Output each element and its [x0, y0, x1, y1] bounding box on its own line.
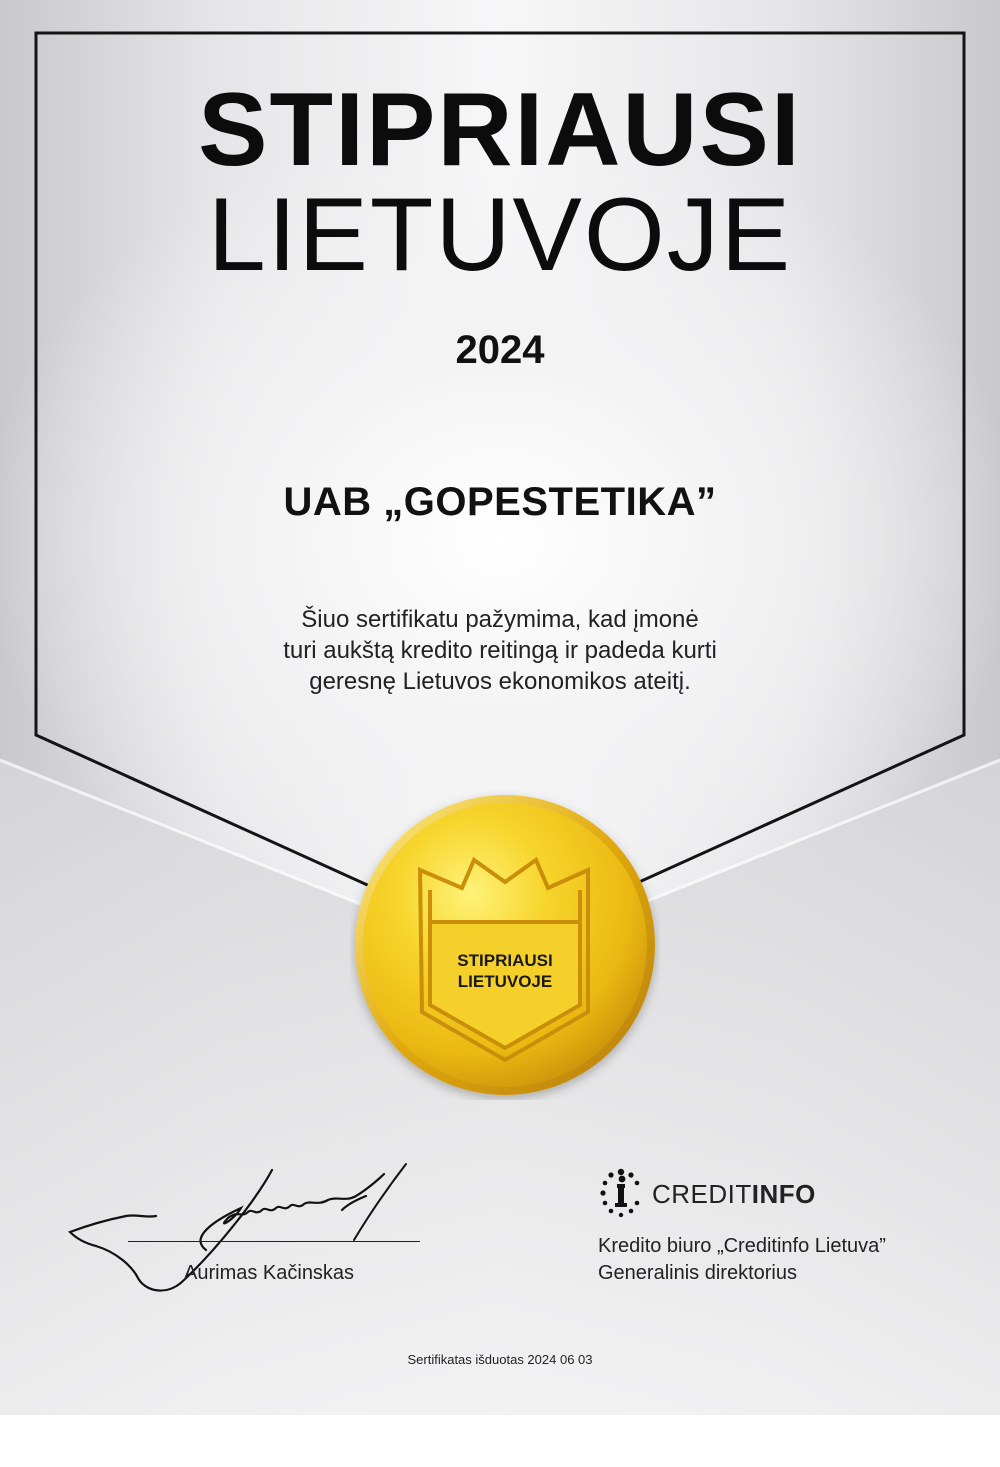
description-line: geresnę Lietuvos ekonomikos ateitį. — [309, 668, 691, 695]
medal-label-line2: LIETUVOJE — [457, 972, 553, 991]
organization-line2: Generalinis direktorius — [598, 1262, 797, 1284]
creditinfo-logo-icon — [598, 1166, 644, 1220]
signature-line — [128, 1241, 420, 1242]
organization-line1: Kredito biuro „Creditinfo Lietuva” — [598, 1235, 886, 1257]
certificate-title-line2: LIETUVOJE — [207, 177, 793, 293]
certificate-year: 2024 — [455, 328, 545, 372]
organization-title — [598, 1233, 886, 1287]
company-name: UAB „GOPESTETIKA” — [283, 480, 717, 524]
logo-text-bold: INFO — [751, 1179, 816, 1209]
description-line: turi aukštą kredito reitingą ir padeda kurti — [283, 637, 717, 664]
description-line: Šiuo sertifikatu pažymima, kad įmonė — [301, 606, 699, 633]
logo-text-regular: CREDIT — [652, 1179, 752, 1209]
medal-label — [350, 950, 660, 992]
medal-label-line1: STIPRIAUSI — [457, 951, 553, 970]
signer-name: Aurimas Kačinskas — [184, 1262, 355, 1284]
crown-shield-icon — [350, 790, 660, 1100]
certificate-description — [200, 604, 800, 697]
certificate-title-line1: STIPRIAUSI — [198, 72, 802, 188]
issue-date: Sertifikatas išduotas 2024 06 03 — [407, 1352, 593, 1367]
creditinfo-wordmark — [652, 1179, 816, 1210]
